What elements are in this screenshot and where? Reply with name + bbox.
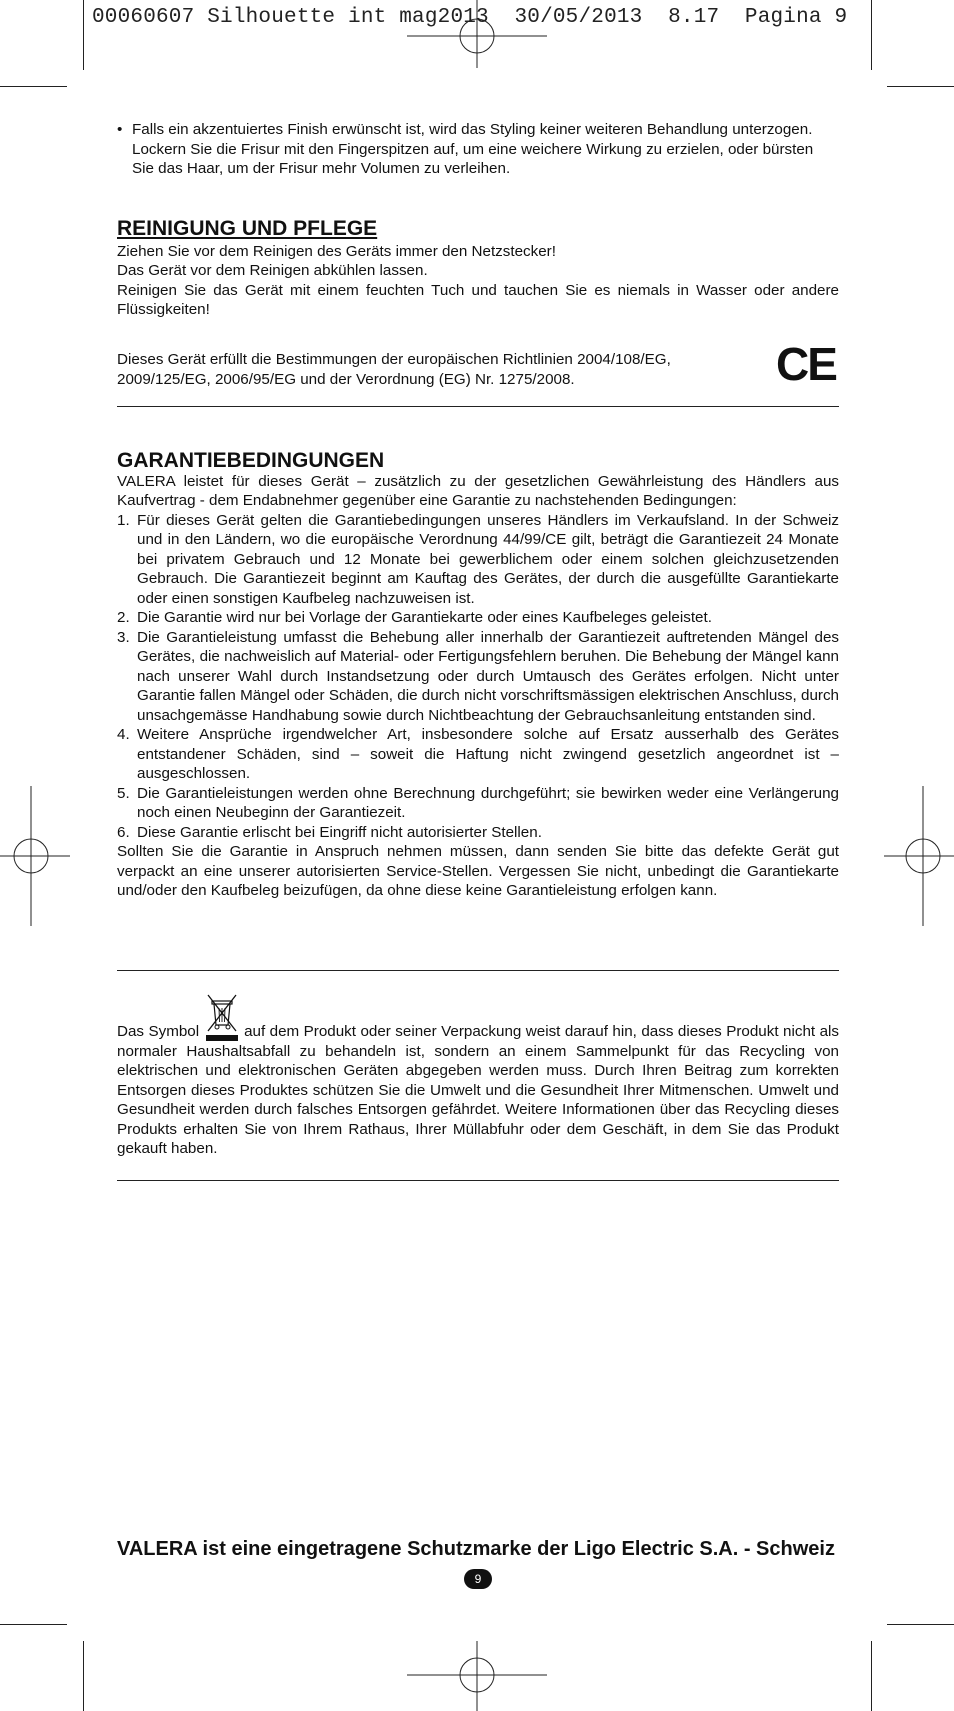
recycling-text-rest: auf dem Produkt oder seiner Verpackung weist darauf hin, dass dieses Produkt nicht als normaler Haushaltsabfall zu behandeln ist, sondern an einem Sammelpunkt für das Recycling von elektrischen und elektronischen Geräten abgegeben werden muss. Durch Ihren Beitrag zum korrekten Entsorgen dieses Produktes schützen Sie die Umwelt und die Gesundheit Ihrer Mitmenschen. Umwelt und Gesundheit werden durch falsches Entsorgen gefährdet. Weitere Informationen über das Recycling dieses Produkts erhalten Sie von Ihrem Rathaus, Ihrer Müllabfuhr oder dem Geschäft, in dem Sie das Produkt gekauft haben. <box>117 1023 839 1157</box>
warranty-section <box>117 451 839 901</box>
bullet-dot-icon: • <box>117 121 123 138</box>
crop-mark <box>871 0 872 70</box>
list-item: 3. Die Garantieleistung umfasst die Behebung aller innerhalb der Garantiezeit auftretenden Mängel des Gerätes, die nachweislich auf Material- oder Fertigungsfehlern beruhen. Die Behebung der Mängel kann nach unserer Wahl durch Instandsetzung oder durch Umtausch des Gerätes erfolgen. Nicht unter Garantie fallen Mängel oder Schäden, die durch nicht vorschriftsmässigen elektrischen Anschluss, durch unsachgemässe Handhabung sowie durch Nichtbeachtung der Gebrauchsanleitung entstanden sind. <box>117 628 839 724</box>
cleaning-line: Reinigen Sie das Gerät mit einem feuchten Tuch und tauchen Sie es niemals in Wasser oder andere Flüssigkeiten! <box>117 281 839 318</box>
crop-mark <box>0 86 67 87</box>
intro-bullet <box>117 120 839 179</box>
list-item: 2. Die Garantie wird nur bei Vorlage der Garantiekarte oder eines Kaufbeleges geleistet. <box>117 609 712 626</box>
print-slug-header: 00060607 Silhouette int mag2013 30/05/2013 8.17 Pagina 9 <box>92 6 848 29</box>
warranty-intro: VALERA leistet für dieses Gerät – zusätzlich zu der gesetzlichen Gewährleistung des Händlers aus Kaufvertrag - dem Endabnehmer gegenüber eine Garantie zu nachstehenden Bedingungen: <box>117 472 839 509</box>
intro-bullet-text: Falls ein akzentuiertes Finish erwünscht ist, wird das Styling keiner weiteren Behandlung unterzogen. Lockern Sie die Frisur mit den Fingerspitzen auf, um eine weichere Wirkung zu erzielen, oder bürsten Sie das Haar, um der Frisur mehr Volumen zu verleihen. <box>132 121 814 177</box>
warranty-conditions-list <box>117 511 839 843</box>
warranty-closing: Sollten Sie die Garantie in Anspruch nehmen müssen, dann senden Sie bitte das defekte Gerät gut verpackt an eine unserer autorisierten Service-Stellen. Vergessen Sie nicht, unbedingt die Garantiekarte und/oder den Kaufbeleg beizufügen, da ohne diese keine Garantieleistung erfolgen kann. <box>117 843 839 899</box>
cleaning-line: Ziehen Sie vor dem Reinigen des Geräts immer den Netzstecker! <box>117 242 556 260</box>
crossed-out-wheelie-bin-icon <box>204 1023 240 1042</box>
crop-mark <box>83 0 84 70</box>
list-item: 1. Für dieses Gerät gelten die Garantiebedingungen unseres Händlers im Verkaufsland. In der Schweiz und in den Ländern, wo die europäische Verordnung 44/99/CE gilt, beträgt die Garantiezeit 24 Monate bei privatem Gebrauch und 12 Monate bei gewerblichem oder einem solchen gleichzusetzenden Gebrauch. Die Garantiezeit beginnt am Kauftag des Gerätes, der durch die ausgefüllte Garantiekarte oder einen sonstigen Kaufbeleg nachzuweisen ist. <box>117 511 839 607</box>
section-divider <box>117 406 839 407</box>
registration-mark-left-icon <box>0 786 70 926</box>
trademark-footer: VALERA ist eine eingetragene Schutzmarke der Ligo Electric S.A. - Schweiz <box>117 1538 835 1560</box>
cleaning-heading: REINIGUNG UND PFLEGE <box>117 217 378 240</box>
crop-mark <box>887 1624 954 1625</box>
recycling-notice <box>117 1022 839 1159</box>
registration-mark-bottom-icon <box>407 1641 547 1711</box>
registration-mark-top-icon <box>407 0 547 70</box>
compliance-text: Dieses Gerät erfüllt die Bestimmungen der europäischen Richtlinien 2004/108/EG, 2009/125/EG, 2006/95/EG und der Verordnung (EG) Nr. 1275/2008. <box>117 351 671 388</box>
cleaning-section <box>117 219 839 320</box>
list-item: 4. Weitere Ansprüche irgendwelcher Art, insbesondere solche auf Ersatz ausserhalb des Gerätes entstandener Schäden, sind – soweit die Haftung nicht zwingend gesetzlich angeordnet ist – ausgeschlossen. <box>117 726 839 782</box>
crop-mark <box>887 86 954 87</box>
warranty-heading: GARANTIEBEDINGUNGEN <box>117 449 385 472</box>
page-number-badge: 9 <box>464 1569 492 1589</box>
crop-mark <box>871 1641 872 1711</box>
crop-mark <box>83 1641 84 1711</box>
section-divider <box>117 1180 839 1181</box>
recycling-text-start: Das Symbol <box>117 1023 200 1040</box>
cleaning-line: Das Gerät vor dem Reinigen abkühlen lassen. <box>117 262 428 279</box>
list-item: 6. Diese Garantie erlischt bei Eingriff nicht autorisierter Stellen. <box>117 823 542 841</box>
ce-mark-icon: CE <box>776 338 836 390</box>
registration-mark-right-icon <box>884 786 954 926</box>
section-divider <box>117 970 839 971</box>
crop-mark <box>0 1624 67 1625</box>
list-item: 5. Die Garantieleistungen werden ohne Berechnung durchgeführt; sie bewirken weder eine Verlängerung noch einen Neubeginn der Garantiezeit. <box>117 784 839 821</box>
